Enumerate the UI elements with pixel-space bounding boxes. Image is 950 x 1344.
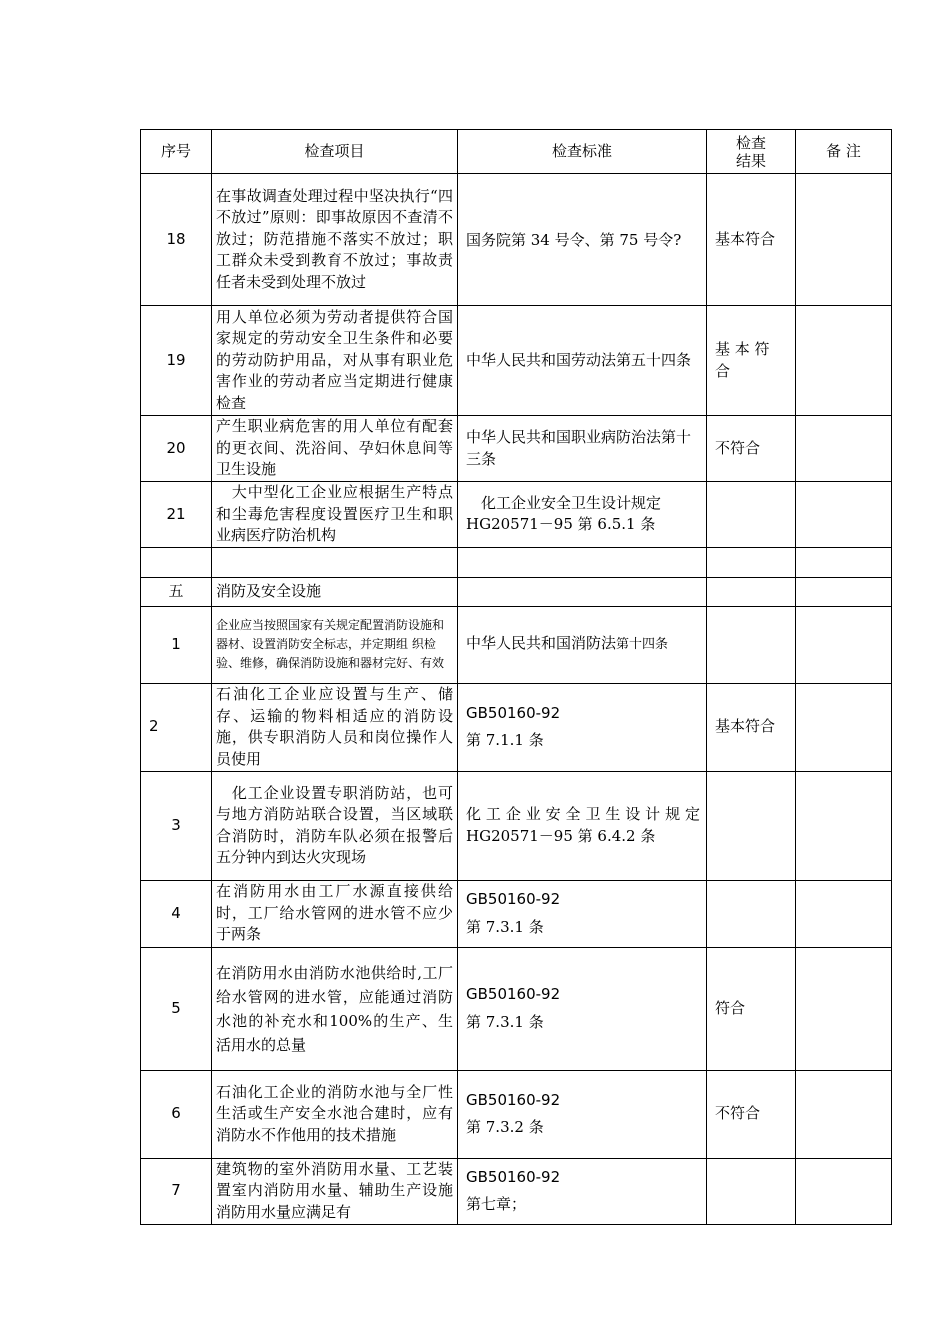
row-standard-code: GB50160-92 (466, 1090, 561, 1109)
row-remark (796, 683, 892, 771)
row-standard (458, 947, 707, 1070)
section-index: 五 (141, 577, 212, 606)
table-row (141, 606, 892, 683)
row-standard (458, 577, 707, 606)
row-remark (796, 880, 892, 947)
row-item: 在事故调查处理过程中坚决执行“四不放过”原则：即事故原因不查清不放过；防范措施不落实不放过；职工群众未受到教育不放过；事故责任者未受到处理不放过 (212, 174, 458, 306)
header-item: 检查项目 (212, 130, 458, 174)
row-index: 5 (141, 947, 212, 1070)
row-remark (796, 577, 892, 606)
row-result: 基本符合 (707, 683, 796, 771)
row-remark (796, 947, 892, 1070)
table-row (141, 880, 892, 947)
table-row (141, 306, 892, 416)
row-remark (796, 416, 892, 482)
row-result: 基 本 符 合 (707, 306, 796, 416)
row-standard: 中华人民共和国劳动法第五十四条 (458, 306, 707, 416)
row-standard-main: 中华人民共和国消防法 (466, 634, 617, 653)
row-standard: 中华人民共和国职业病防治法第十三条 (458, 416, 707, 482)
row-result (707, 547, 796, 577)
row-item: 企业应当按照国家有关规定配置消防设施和器材、设置消防安全标志，并定期组 织检验、维修，确保消防设施和器材完好、有效 (212, 606, 458, 683)
row-item: 产生职业病危害的用人单位有配套的更衣间、洗浴间、孕妇休息间等卫生设施 (212, 416, 458, 482)
row-standard-code: GB50160-92 (466, 890, 561, 908)
header-index: 序号 (141, 130, 212, 174)
row-item: 大中型化工企业应根据生产特点和尘毒危害程度设置医疗卫生和职业病医疗防治机构 (212, 482, 458, 548)
header-standard: 检查标准 (458, 130, 707, 174)
row-result (707, 771, 796, 880)
row-remark (796, 1070, 892, 1158)
row-index: 6 (141, 1070, 212, 1158)
row-index: 7 (141, 1158, 212, 1224)
row-item: 用人单位必须为劳动者提供符合国家规定的劳动安全卫生条件和必要的劳动防护用品，对从事有职业危害作业的劳动者应当定期进行健康检查 (212, 306, 458, 416)
row-remark (796, 606, 892, 683)
row-item: 建筑物的室外消防用水量、工艺装置室内消防用水量、辅助生产设施消防用水量应满足有 (212, 1158, 458, 1224)
row-index: 2 (141, 683, 212, 771)
section-row (141, 577, 892, 606)
table-row (141, 416, 892, 482)
row-result: 不符合 (707, 1070, 796, 1158)
row-item: 在消防用水由工厂水源直接供给时，工厂给水管网的进水管不应少于两条 (212, 880, 458, 947)
row-standard-code: GB50160-92 (466, 1167, 561, 1186)
row-index: 21 (141, 482, 212, 548)
row-standard (458, 683, 707, 771)
row-index: 1 (141, 606, 212, 683)
row-index: 19 (141, 306, 212, 416)
row-remark (796, 1158, 892, 1224)
table-header-row (141, 130, 892, 174)
row-result: 基本符合 (707, 174, 796, 306)
row-standard (458, 1070, 707, 1158)
row-item: 石油化工企业的消防水池与全厂性生活或生产安全水池合建时，应有消防水不作他用的技术措施 (212, 1070, 458, 1158)
row-standard-clause: 第七章； (466, 1195, 527, 1213)
table-row (141, 771, 892, 880)
row-remark (796, 482, 892, 548)
row-index: 4 (141, 880, 212, 947)
table-row (141, 482, 892, 548)
row-remark (796, 174, 892, 306)
table-row (141, 174, 892, 306)
row-result: 符合 (707, 947, 796, 1070)
row-index: 18 (141, 174, 212, 306)
row-index: 20 (141, 416, 212, 482)
row-standard: 化工企业安全卫生设计规定 HG20571－95 第 6.4.2 条 (458, 771, 707, 880)
row-result (707, 606, 796, 683)
header-result: 检查 结果 (707, 130, 796, 174)
row-item: 石油化工企业应设置与生产、储存、运输的物料相适应的消防设施，供专职消防人员和岗位操作人员使用 (212, 683, 458, 771)
inspection-checklist-table (140, 129, 892, 1225)
section-title: 消防及安全设施 (212, 577, 458, 606)
row-standard-clause: 第 7.3.2 条 (466, 1118, 544, 1136)
row-standard-small: 第十四条 (616, 637, 669, 653)
row-result (707, 577, 796, 606)
row-index: 3 (141, 771, 212, 880)
row-standard (458, 1158, 707, 1224)
row-standard: 国务院第 34 号令、第 75 号令? (458, 174, 707, 306)
row-standard-clause: 第 7.3.1 条 (466, 917, 544, 936)
table-row (141, 947, 892, 1070)
row-result (707, 482, 796, 548)
row-item: 在消防用水由消防水池供给时,工厂给水管网的进水管，应能通过消防水池的补充水和100%的生产、生活用水的总量 (212, 947, 458, 1070)
table-row (141, 1158, 892, 1224)
row-standard-clause: 第 7.1.1 条 (466, 731, 544, 749)
row-standard-code: GB50160-92 (466, 985, 561, 1003)
row-result: 不符合 (707, 416, 796, 482)
row-item: 化工企业设置专职消防站，也可与地方消防站联合设置，当区域联合消防时，消防车队必须在报警后五分钟内到达火灾现场 (212, 771, 458, 880)
row-result (707, 1158, 796, 1224)
row-index (141, 547, 212, 577)
table-row (141, 1070, 892, 1158)
row-standard: 化工企业安全卫生设计规定 HG20571－95 第 6.5.1 条 (458, 482, 707, 548)
row-remark (796, 771, 892, 880)
table-row (141, 683, 892, 771)
row-item (212, 547, 458, 577)
row-standard (458, 606, 707, 683)
row-standard (458, 880, 707, 947)
row-standard (458, 547, 707, 577)
row-standard-clause: 第 7.3.1 条 (466, 1012, 544, 1031)
table-row-blank (141, 547, 892, 577)
row-result (707, 880, 796, 947)
row-remark (796, 306, 892, 416)
header-remark: 备 注 (796, 130, 892, 174)
row-standard-code: GB50160-92 (466, 703, 561, 722)
row-remark (796, 547, 892, 577)
